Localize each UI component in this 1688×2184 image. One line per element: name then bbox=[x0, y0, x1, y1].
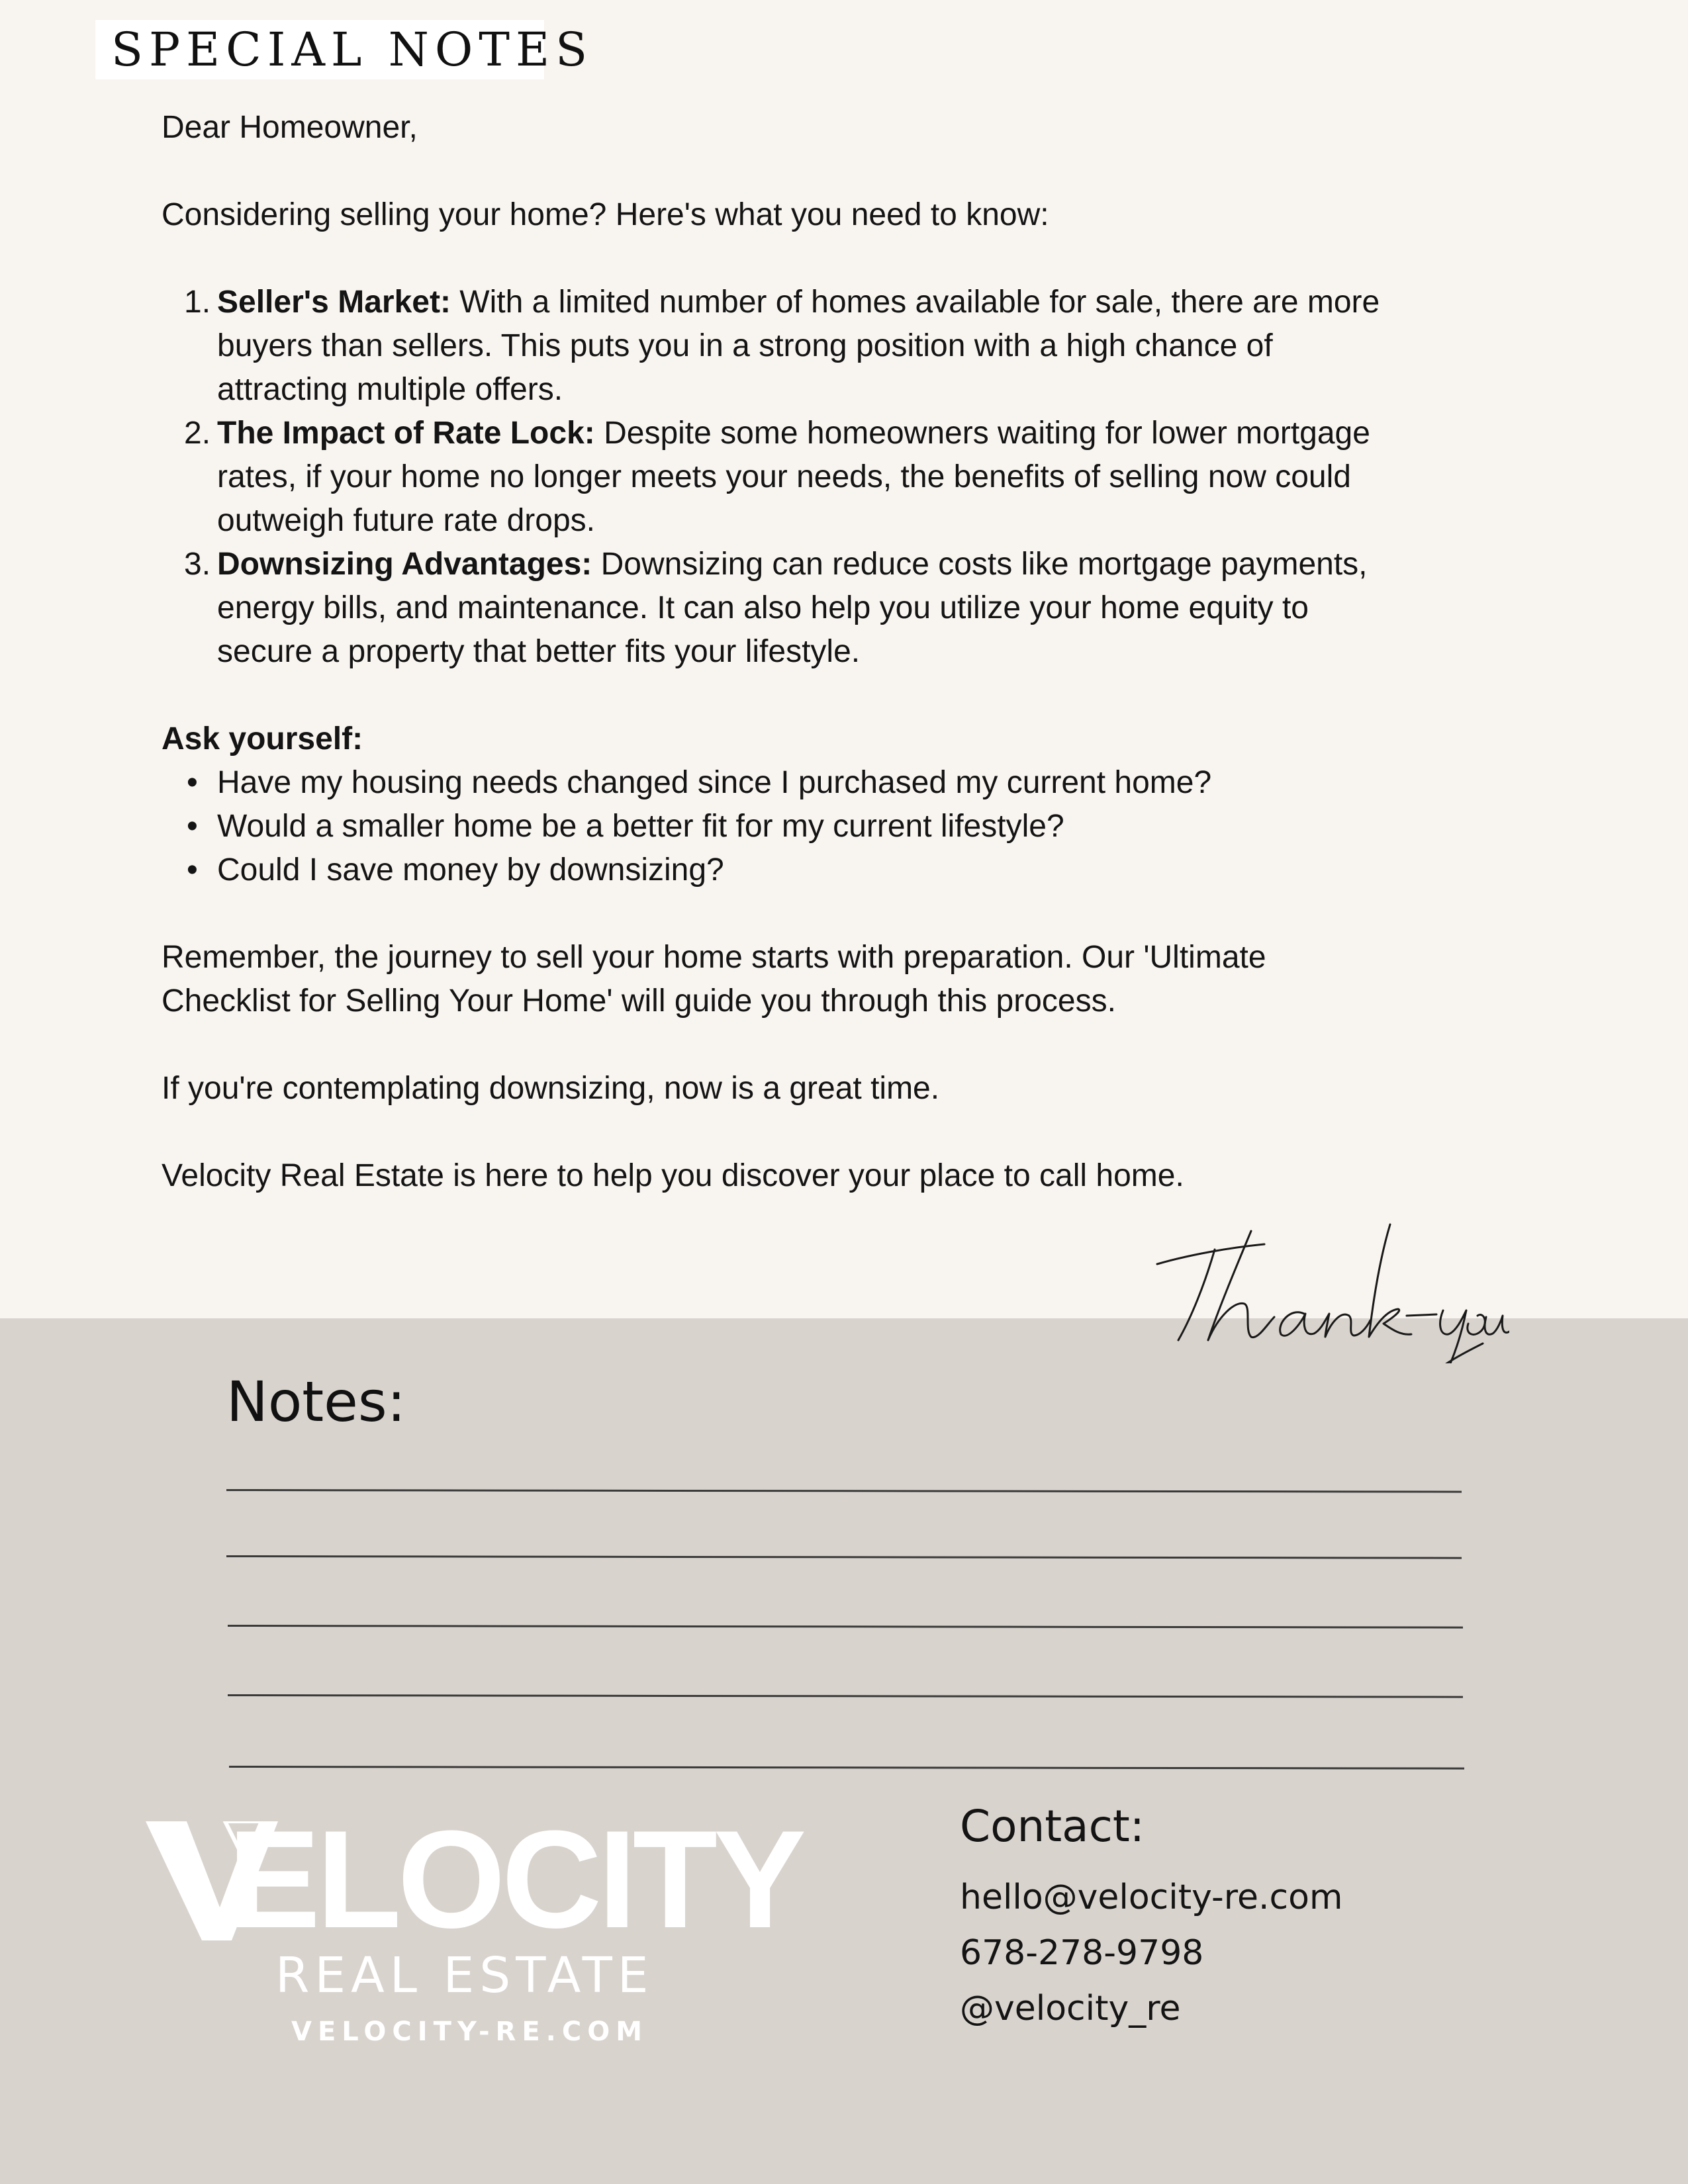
point-text: With a limited number of homes available for sale, there are more bbox=[450, 285, 1380, 320]
page-title: SPECIAL NOTES bbox=[111, 23, 594, 77]
thank-you-signature bbox=[1152, 1218, 1509, 1363]
notes-label: Notes: bbox=[226, 1369, 406, 1434]
logo-subtitle: REAL ESTATE bbox=[275, 1947, 654, 2004]
remember-text: Checklist for Selling Your Home' will guide you through this process. bbox=[162, 983, 1116, 1019]
list-item bbox=[162, 543, 1538, 674]
list-item bbox=[162, 805, 1538, 848]
list-item bbox=[162, 848, 1538, 892]
bullet-icon: • bbox=[187, 765, 198, 800]
list-number: 3. bbox=[184, 547, 211, 582]
intro-text: Considering selling your home? Here's what you need to know: bbox=[162, 197, 1049, 232]
letter-body bbox=[162, 106, 1538, 1198]
list-item bbox=[162, 281, 1538, 412]
ask-heading: Ask yourself: bbox=[162, 721, 363, 756]
question-text: Have my housing needs changed since I purchased my current home? bbox=[217, 765, 1212, 800]
point-text: attracting multiple offers. bbox=[217, 372, 563, 407]
contact-label: Contact: bbox=[960, 1801, 1145, 1852]
point-heading: The Impact of Rate Lock: bbox=[217, 416, 595, 451]
bullet-icon: • bbox=[187, 809, 198, 844]
point-text: energy bills, and maintenance. It can also help you utilize your home equity to bbox=[217, 590, 1309, 625]
point-text: outweigh future rate drops. bbox=[217, 503, 596, 538]
point-text: buyers than sellers. This puts you in a strong position with a high chance of bbox=[217, 328, 1273, 363]
closing-text: Velocity Real Estate is here to help you discover your place to call home. bbox=[162, 1158, 1184, 1193]
list-item bbox=[162, 412, 1538, 543]
bullet-icon: • bbox=[187, 852, 198, 887]
logo-url: VELOCITY-RE.COM bbox=[291, 2017, 649, 2047]
title-box bbox=[95, 20, 594, 79]
point-heading: Downsizing Advantages: bbox=[217, 547, 592, 582]
list-number: 2. bbox=[184, 416, 211, 451]
point-text: secure a property that better fits your lifestyle. bbox=[217, 634, 861, 669]
question-text: Could I save money by downsizing? bbox=[217, 852, 724, 887]
point-text: rates, if your home no longer meets your needs, the benefits of selling now could bbox=[217, 459, 1351, 494]
remember-text: Remember, the journey to sell your home starts with preparation. Our 'Ultimate bbox=[162, 940, 1266, 975]
question-text: Would a smaller home be a better fit for my current lifestyle? bbox=[217, 809, 1064, 844]
notes-footer-section bbox=[0, 1318, 1688, 2184]
contemplating-text: If you're contemplating downsizing, now is a great time. bbox=[162, 1071, 940, 1106]
list-number: 1. bbox=[184, 285, 211, 320]
velocity-logo bbox=[146, 1801, 803, 2052]
point-heading: Seller's Market: bbox=[217, 285, 451, 320]
point-text: Downsizing can reduce costs like mortgage payments, bbox=[592, 547, 1368, 582]
contact-email[interactable]: hello@velocity-re.com bbox=[960, 1878, 1343, 1917]
greeting: Dear Homeowner, bbox=[162, 110, 418, 145]
point-text: Despite some homeowners waiting for lower mortgage bbox=[594, 416, 1370, 451]
contact-phone[interactable]: 678-278-9798 bbox=[960, 1933, 1204, 1973]
logo-wordmark: ELOCITY bbox=[228, 1801, 803, 1957]
list-item bbox=[162, 761, 1538, 805]
contact-social[interactable]: @velocity_re bbox=[960, 1989, 1181, 2028]
